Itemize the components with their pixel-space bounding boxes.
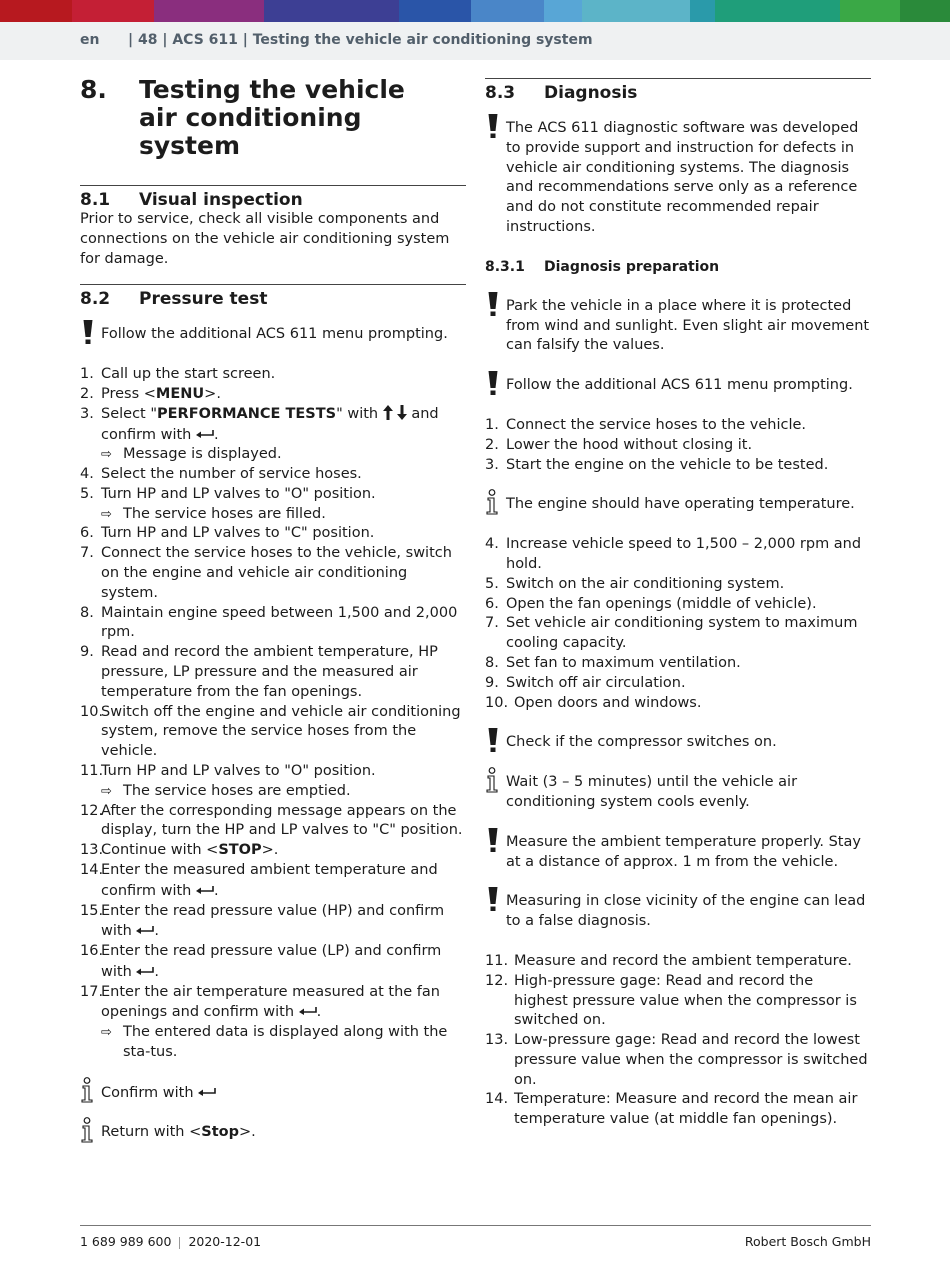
step-text: Enter the read pressure value (LP) and confirm with .: [101, 943, 442, 980]
step-text-a: Press <: [101, 385, 156, 402]
info-note: [80, 1123, 466, 1143]
document-date: 2020-12-01: [188, 1234, 262, 1249]
note-text: Park the vehicle in a place where it is protected from wind and sunlight. Even slight air movement can falsify the values.: [506, 297, 870, 354]
section-rule: [80, 284, 466, 285]
section-title: Visual inspection: [139, 190, 303, 210]
warning-note: [485, 733, 871, 753]
list-item: [80, 983, 466, 1024]
step-text: Temperature: Measure and record the mean air temperature value (at middle fan openings).: [514, 1091, 858, 1128]
step-number: 13.: [485, 1032, 509, 1049]
step-number: 5.: [80, 485, 94, 502]
enter-key-icon: [136, 962, 154, 982]
step-text: Connect the service hoses to the vehicle.: [506, 416, 807, 433]
step-number: 6.: [485, 595, 499, 612]
step-number: 3.: [80, 405, 94, 422]
info-note: [485, 773, 871, 813]
result-line: [80, 445, 466, 465]
step-text: Turn HP and LP valves to "O" position.: [101, 485, 376, 502]
step-number: 13.: [80, 842, 104, 859]
exclamation-icon: [485, 892, 506, 932]
result-arrow-icon: ⇨: [101, 447, 112, 463]
left-column: [80, 75, 466, 1143]
list-item: [80, 465, 466, 485]
step-number: 14.: [80, 862, 104, 879]
warning-note: [485, 892, 871, 932]
step-text-c: >.: [261, 842, 279, 859]
step-number: 17.: [80, 983, 104, 1000]
note-text: Check if the compressor switches on.: [506, 734, 777, 751]
step-text: Switch on the air conditioning system.: [506, 575, 785, 592]
info-note: [80, 1083, 466, 1104]
list-item: [485, 416, 871, 436]
step-number: 5.: [485, 575, 499, 592]
list-item: [485, 972, 871, 1031]
list-item: [80, 385, 466, 405]
list-item: [80, 604, 466, 644]
info-text-a: Return with <: [101, 1124, 202, 1141]
result-arrow-icon: ⇨: [101, 1025, 112, 1041]
result-text: The service hoses are filled.: [123, 505, 326, 522]
step-number: 11.: [485, 952, 509, 969]
note-text: Wait (3 – 5 minutes) until the vehicle air conditioning system cools evenly.: [506, 774, 798, 810]
exclamation-icon: [485, 833, 506, 873]
footer-left: [80, 1234, 261, 1249]
section-rule: [485, 78, 871, 79]
exclamation-icon: [80, 325, 101, 345]
step-number: 12.: [485, 972, 509, 989]
note-text: Measuring in close vicinity of the engine can lead to a false diagnosis.: [506, 893, 866, 930]
result-line: [80, 782, 466, 802]
step-text-d: and confirm with: [101, 405, 439, 443]
step-text-a: Enter the measured ambient temperature and confirm with: [101, 862, 438, 899]
info-text-c: >.: [238, 1124, 256, 1141]
subsection-number: 8.3.1: [485, 258, 525, 275]
step-text: Set vehicle air conditioning system to maximum cooling capacity.: [506, 615, 858, 652]
note-text: Follow the additional ACS 611 menu prompting.: [506, 377, 853, 394]
list-item: [80, 703, 466, 762]
info-icon: [485, 773, 506, 813]
result-text: The entered data is displayed along with the sta-tus.: [123, 1024, 448, 1060]
step-number: 6.: [80, 525, 94, 542]
list-item: [485, 595, 871, 615]
step-number: 14.: [485, 1091, 509, 1108]
step-text: After the corresponding message appears on the display, turn the HP and LP valves to "C" position.: [101, 802, 463, 839]
list-item: [80, 802, 466, 842]
list-item: [80, 902, 466, 943]
header-title: | 48 | ACS 611 | Testing the vehicle air conditioning system: [128, 32, 593, 48]
result-line: [80, 505, 466, 525]
enter-key-icon: [136, 921, 154, 941]
list-item: [485, 952, 871, 972]
menu-key-label: MENU: [155, 385, 205, 402]
list-item: [485, 436, 871, 456]
exclamation-icon: [485, 376, 506, 396]
step-text: Call up the start screen.: [101, 366, 276, 383]
section-rule: [80, 185, 466, 186]
result-arrow-icon: ⇨: [101, 506, 112, 522]
list-item: [80, 365, 466, 385]
step-text: Turn HP and LP valves to "C" position.: [101, 525, 375, 542]
step-text-a: Continue with <: [101, 842, 219, 859]
enter-key-icon: [196, 425, 214, 445]
step-text: Measure and record the ambient temperature.: [514, 952, 852, 969]
diagnosis-steps-b: [485, 535, 871, 713]
step-text-c: >.: [204, 385, 221, 402]
section-heading-8-1: [80, 190, 466, 210]
step-text-c: " with: [336, 405, 379, 422]
section-number: 8.2: [80, 289, 111, 310]
step-text: Enter the air temperature measured at the fan openings and confirm with .: [101, 983, 440, 1021]
warning-note: [485, 833, 871, 873]
warning-note: [80, 325, 466, 345]
enter-key-icon: [198, 1083, 216, 1103]
step-text: [101, 385, 466, 405]
enter-key-icon: [196, 881, 214, 901]
section-number: 8.1: [80, 190, 111, 210]
warning-note: [485, 297, 871, 356]
list-item: [485, 694, 871, 714]
list-item: [80, 841, 466, 861]
note-text: The ACS 611 diagnostic software was developed to provide support and instruction for defects in vehicle air conditioning systems. The diagnosis and recommendations serve only as a reference and do not constitute recommended repair instructions.: [506, 120, 859, 235]
step-text-a: Select ": [101, 405, 158, 422]
list-item: [485, 1090, 871, 1130]
list-item: [485, 535, 871, 575]
step-number: 12.: [80, 802, 104, 819]
right-column: [485, 75, 871, 1130]
chapter-heading: [80, 76, 466, 160]
section-heading-8-3: [485, 83, 871, 103]
info-icon: [80, 1083, 101, 1104]
step-text: Read and record the ambient temperature, HP pressure, LP pressure and the measured air temperature from the fan openings.: [101, 644, 438, 700]
header-language: en: [80, 32, 100, 48]
step-number: 7.: [485, 615, 499, 632]
brand-color-band: [0, 0, 950, 22]
step-number: 16.: [80, 943, 104, 960]
step-text: Open doors and windows.: [514, 694, 702, 711]
step-text: Set fan to maximum ventilation.: [506, 654, 741, 671]
subsection-title: Diagnosis preparation: [544, 258, 720, 275]
subsection-heading-8-3-1: [485, 258, 871, 276]
section-heading-8-2: [80, 289, 466, 309]
stop-key-label: STOP: [218, 842, 262, 859]
exclamation-icon: [485, 733, 506, 753]
chapter-title: Testing the vehicle air conditioning system: [139, 75, 405, 160]
list-item: [80, 485, 466, 505]
step-number: 8.: [485, 654, 499, 671]
list-item: [80, 643, 466, 702]
step-text: Maintain engine speed between 1,500 and 2,000 rpm.: [101, 604, 458, 641]
step-number: 7.: [80, 545, 94, 562]
footer-separator: [179, 1237, 180, 1249]
note-text: The engine should have operating temperature.: [506, 496, 855, 513]
step-text: High-pressure gage: Read and record the highest pressure value when the compressor is switched on.: [514, 972, 857, 1029]
step-text: Select "PERFORMANCE TESTS" with and confirm with .: [101, 405, 439, 443]
step-number: 8.: [80, 604, 94, 621]
result-text: Message is displayed.: [123, 446, 282, 463]
step-number: 9.: [80, 644, 94, 661]
section-title: Pressure test: [139, 289, 268, 310]
warning-note: [485, 119, 871, 238]
step-text: [101, 841, 466, 861]
list-item: [485, 456, 871, 476]
arrow-up-down-icon: [383, 406, 407, 422]
note-text: [101, 1083, 466, 1104]
list-item: [485, 1031, 871, 1090]
list-item: [485, 674, 871, 694]
note-text: [101, 1123, 466, 1143]
list-item: [80, 762, 466, 782]
exclamation-icon: [485, 297, 506, 356]
step-number: 2.: [485, 436, 499, 453]
step-number: 4.: [80, 466, 94, 483]
list-item: [80, 861, 466, 902]
diagnosis-steps-a: [485, 416, 871, 475]
list-item: [485, 614, 871, 654]
step-text: Enter the measured ambient temperature and confirm with .: [101, 862, 438, 899]
step-number: 11.: [80, 763, 104, 780]
list-item: [80, 544, 466, 603]
footer-rule: [80, 1225, 871, 1226]
diagnosis-steps-c: [485, 952, 871, 1130]
document-number: 1 689 989 600: [80, 1234, 172, 1249]
visual-inspection-text: Prior to service, check all visible components and connections on the vehicle air conditioning system for damage.: [80, 211, 450, 267]
result-line: [80, 1023, 466, 1063]
step-text: Connect the service hoses to the vehicle, switch on the engine and vehicle air conditioning system.: [101, 545, 452, 601]
pressure-test-steps: [80, 365, 466, 1062]
stop-key-label: Stop: [201, 1124, 239, 1141]
info-icon: [80, 1123, 101, 1143]
section-number: 8.3: [485, 83, 516, 103]
step-number: 1.: [80, 366, 94, 383]
step-number: 15.: [80, 902, 104, 919]
step-text-a: Enter the air temperature measured at the fan openings and confirm with: [101, 983, 440, 1021]
enter-key-icon: [299, 1002, 317, 1022]
list-item: [485, 654, 871, 674]
step-number: 9.: [485, 674, 499, 691]
exclamation-icon: [485, 119, 506, 238]
step-text-a: Enter the read pressure value (HP) and confirm with: [101, 902, 445, 940]
step-text: Turn HP and LP valves to "O" position.: [101, 763, 376, 780]
step-text: Enter the read pressure value (HP) and confirm with .: [101, 902, 445, 940]
step-text: Open the fan openings (middle of vehicle).: [506, 595, 817, 612]
step-number: 4.: [485, 536, 499, 553]
result-arrow-icon: ⇨: [101, 783, 112, 799]
step-text: Low-pressure gage: Read and record the lowest pressure value when the compressor is switched on.: [514, 1032, 868, 1088]
step-text: Increase vehicle speed to 1,500 – 2,000 rpm and hold.: [506, 536, 862, 572]
step-text: Lower the hood without closing it.: [506, 436, 753, 453]
chapter-number: 8.: [80, 75, 107, 104]
list-item: [80, 524, 466, 544]
info-icon: [485, 495, 506, 515]
info-note: [485, 495, 871, 515]
section-title: Diagnosis: [544, 83, 638, 103]
note-text: Follow the additional ACS 611 menu prompting.: [101, 326, 448, 343]
step-number: 10.: [485, 694, 509, 711]
step-text: Switch off air circulation.: [506, 674, 686, 691]
performance-tests-label: PERFORMANCE TESTS: [157, 405, 337, 422]
step-text: Start the engine on the vehicle to be tested.: [506, 456, 829, 473]
step-number: 10.: [80, 703, 104, 720]
info-text: Confirm with: [101, 1084, 194, 1101]
footer-company: Robert Bosch GmbH: [744, 1234, 871, 1249]
step-text-a: Enter the read pressure value (LP) and confirm with: [101, 943, 442, 980]
step-text: Select the number of service hoses.: [101, 466, 362, 483]
step-text: Switch off the engine and vehicle air conditioning system, remove the service hoses from the vehicle.: [101, 703, 461, 760]
step-number: 1.: [485, 416, 499, 433]
step-number: 2.: [80, 385, 94, 402]
note-text: Measure the ambient temperature properly. Stay at a distance of approx. 1 m from the vehicle.: [506, 833, 861, 870]
list-item: [485, 575, 871, 595]
result-text: The service hoses are emptied.: [123, 782, 351, 799]
step-number: 3.: [485, 456, 499, 473]
list-item: [80, 405, 466, 446]
list-item: [80, 942, 466, 983]
warning-note: [485, 376, 871, 396]
